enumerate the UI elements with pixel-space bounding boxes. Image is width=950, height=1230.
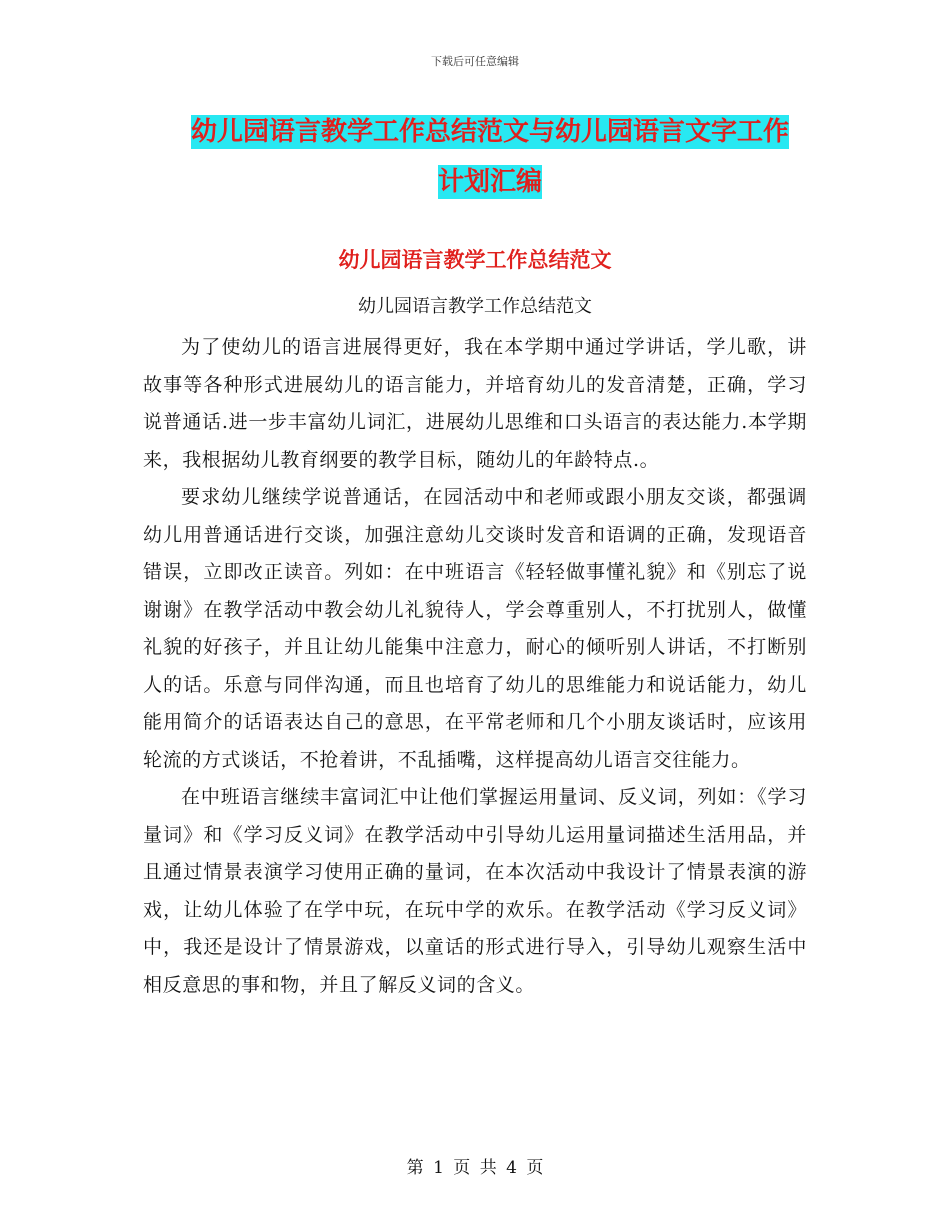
page-header-note: 下载后可任意编辑: [431, 55, 519, 68]
body-paragraph: 在中班语言继续丰富词汇中让他们掌握运用量词、反义词，列如：《学习量词》和《学习反义词》在教学活动中引导幼儿运用量词描述生活用品，并且通过情景表演学习使用正确的量词，在本次活动中我设计了情景表演的游戏，让幼儿体验了在学中玩，在玩中学的欢乐。在教学活动《学习反义词》中，我还是设计了情景游戏，以童话的形式进行导入，引导幼儿观察生活中相反意思的事和物，并且了解反义词的含义。: [143, 786, 807, 996]
body-paragraph: 要求幼儿继续学说普通话，在园活动中和老师或跟小朋友交谈，都强调幼儿用普通话进行交谈，加强注意幼儿交谈时发音和语调的正确，发现语音错误，立即改正读音。列如：在中班语言《轻轻做事懂礼貌》和《别忘了说谢谢》在教学活动中教会幼儿礼貌待人，学会尊重别人，不打扰别人，做懂礼貌的好孩子，并且让幼儿能集中注意力，耐心的倾听别人讲话，不打断别人的话。乐意与同伴沟通，而且也培育了幼儿的思维能力和说话能力，幼儿能用简介的话语表达自己的意思，在平常老师和几个小朋友谈话时，应该用轮流的方式谈话，不抢着讲，不乱插嘴，这样提高幼儿语言交往能力。: [143, 486, 807, 771]
section-subtitle: 幼儿园语言教学工作总结范文: [358, 296, 592, 317]
document-body: [143, 329, 807, 1004]
section-title: 幼儿园语言教学工作总结范文: [338, 248, 612, 272]
document-title: [160, 107, 820, 207]
document-title-line-2: 计划汇编: [437, 167, 542, 197]
page-number-footer: 第 1 页 共 4 页: [406, 1158, 544, 1178]
document-title-line-1: 幼儿园语言教学工作总结范文与幼儿园语言文字工作: [190, 117, 789, 147]
body-paragraph: 为了使幼儿的语言进展得更好，我在本学期中通过学讲话，学儿歌，讲故事等各种形式进展幼儿的语言能力，并培育幼儿的发音清楚，正确，学习说普通话.进一步丰富幼儿词汇，进展幼儿思维和口头语言的表达能力.本学期来，我根据幼儿教育纲要的教学目标，随幼儿的年龄特点.。: [143, 336, 807, 471]
